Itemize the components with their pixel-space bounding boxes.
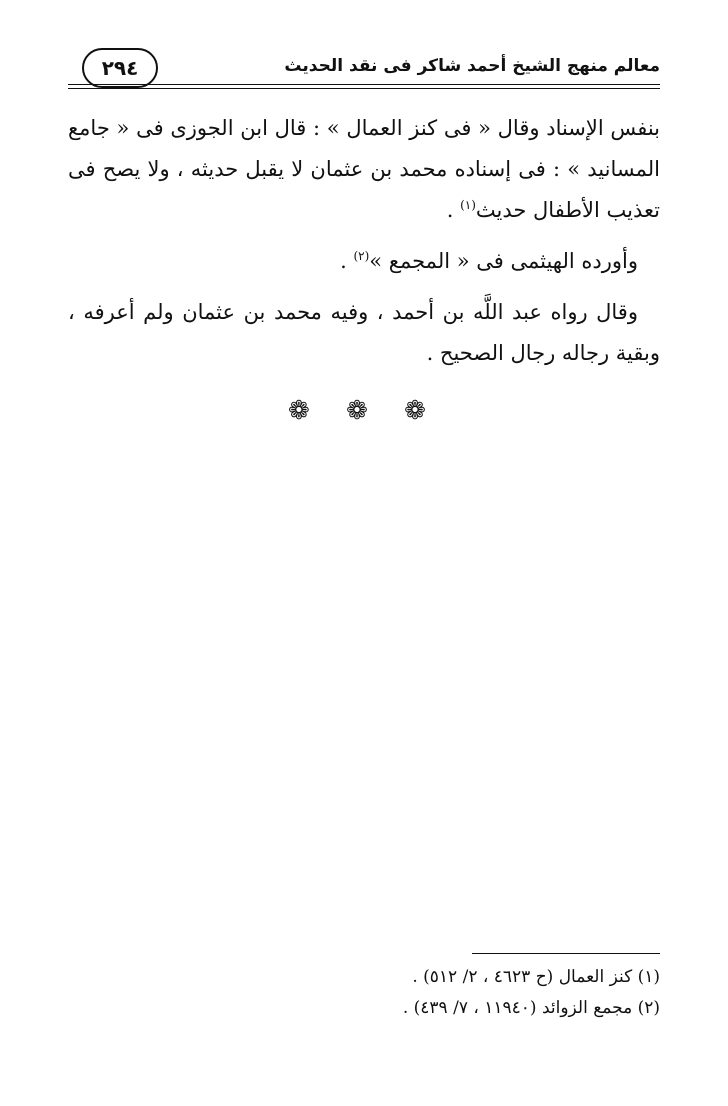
footnotes <box>300 962 660 1024</box>
header-rule-bottom <box>68 88 660 89</box>
footnote-ref-2[interactable]: (٢) <box>353 249 370 263</box>
running-title: معالم منهج الشيخ أحمد شاكر فى نقد الحديث <box>284 56 660 76</box>
main-text <box>68 108 660 374</box>
paragraph-1-text: بنفس الإسناد وقال « فى كنز العمال » : قال ابن الجوزى فى « جامع المسانيد » : فى إسناده محمد بن عثمان لا يقبل حديثه ، ولا يصح فى تعذيب الأطفال حديث <box>68 116 660 222</box>
paragraph-2-end: . <box>340 249 354 273</box>
footnote-ref-1[interactable]: (١) <box>460 198 476 212</box>
paragraph-3-text: وقال رواه عبد اللَّه بن أحمد ، وفيه محمد بن عثمان ولم أعرفه ، وبقية رجاله رجال الصحيح . <box>68 300 660 365</box>
footnote-2: (٢) مجمع الزوائد (١١٩٤٠ ، ٧/ ٤٣٩) . <box>402 998 660 1018</box>
paragraph-3 <box>68 292 660 374</box>
paragraph-2-text: وأورده الهيثمى فى « المجمع » <box>369 249 638 273</box>
page-number: ٢٩٤ <box>82 48 158 88</box>
section-separator-ornaments: ❁ ❁ ❁ <box>288 396 440 426</box>
paragraph-1 <box>68 108 660 231</box>
paragraph-1-end: . <box>446 198 461 222</box>
footnote-rule <box>472 953 660 954</box>
page-header <box>68 44 660 90</box>
footnote-1: (١) كنز العمال (ح ٤٦٢٣ ، ٢/ ٥١٢) . <box>412 967 660 987</box>
header-rule-top <box>68 84 660 85</box>
paragraph-2 <box>68 241 660 282</box>
